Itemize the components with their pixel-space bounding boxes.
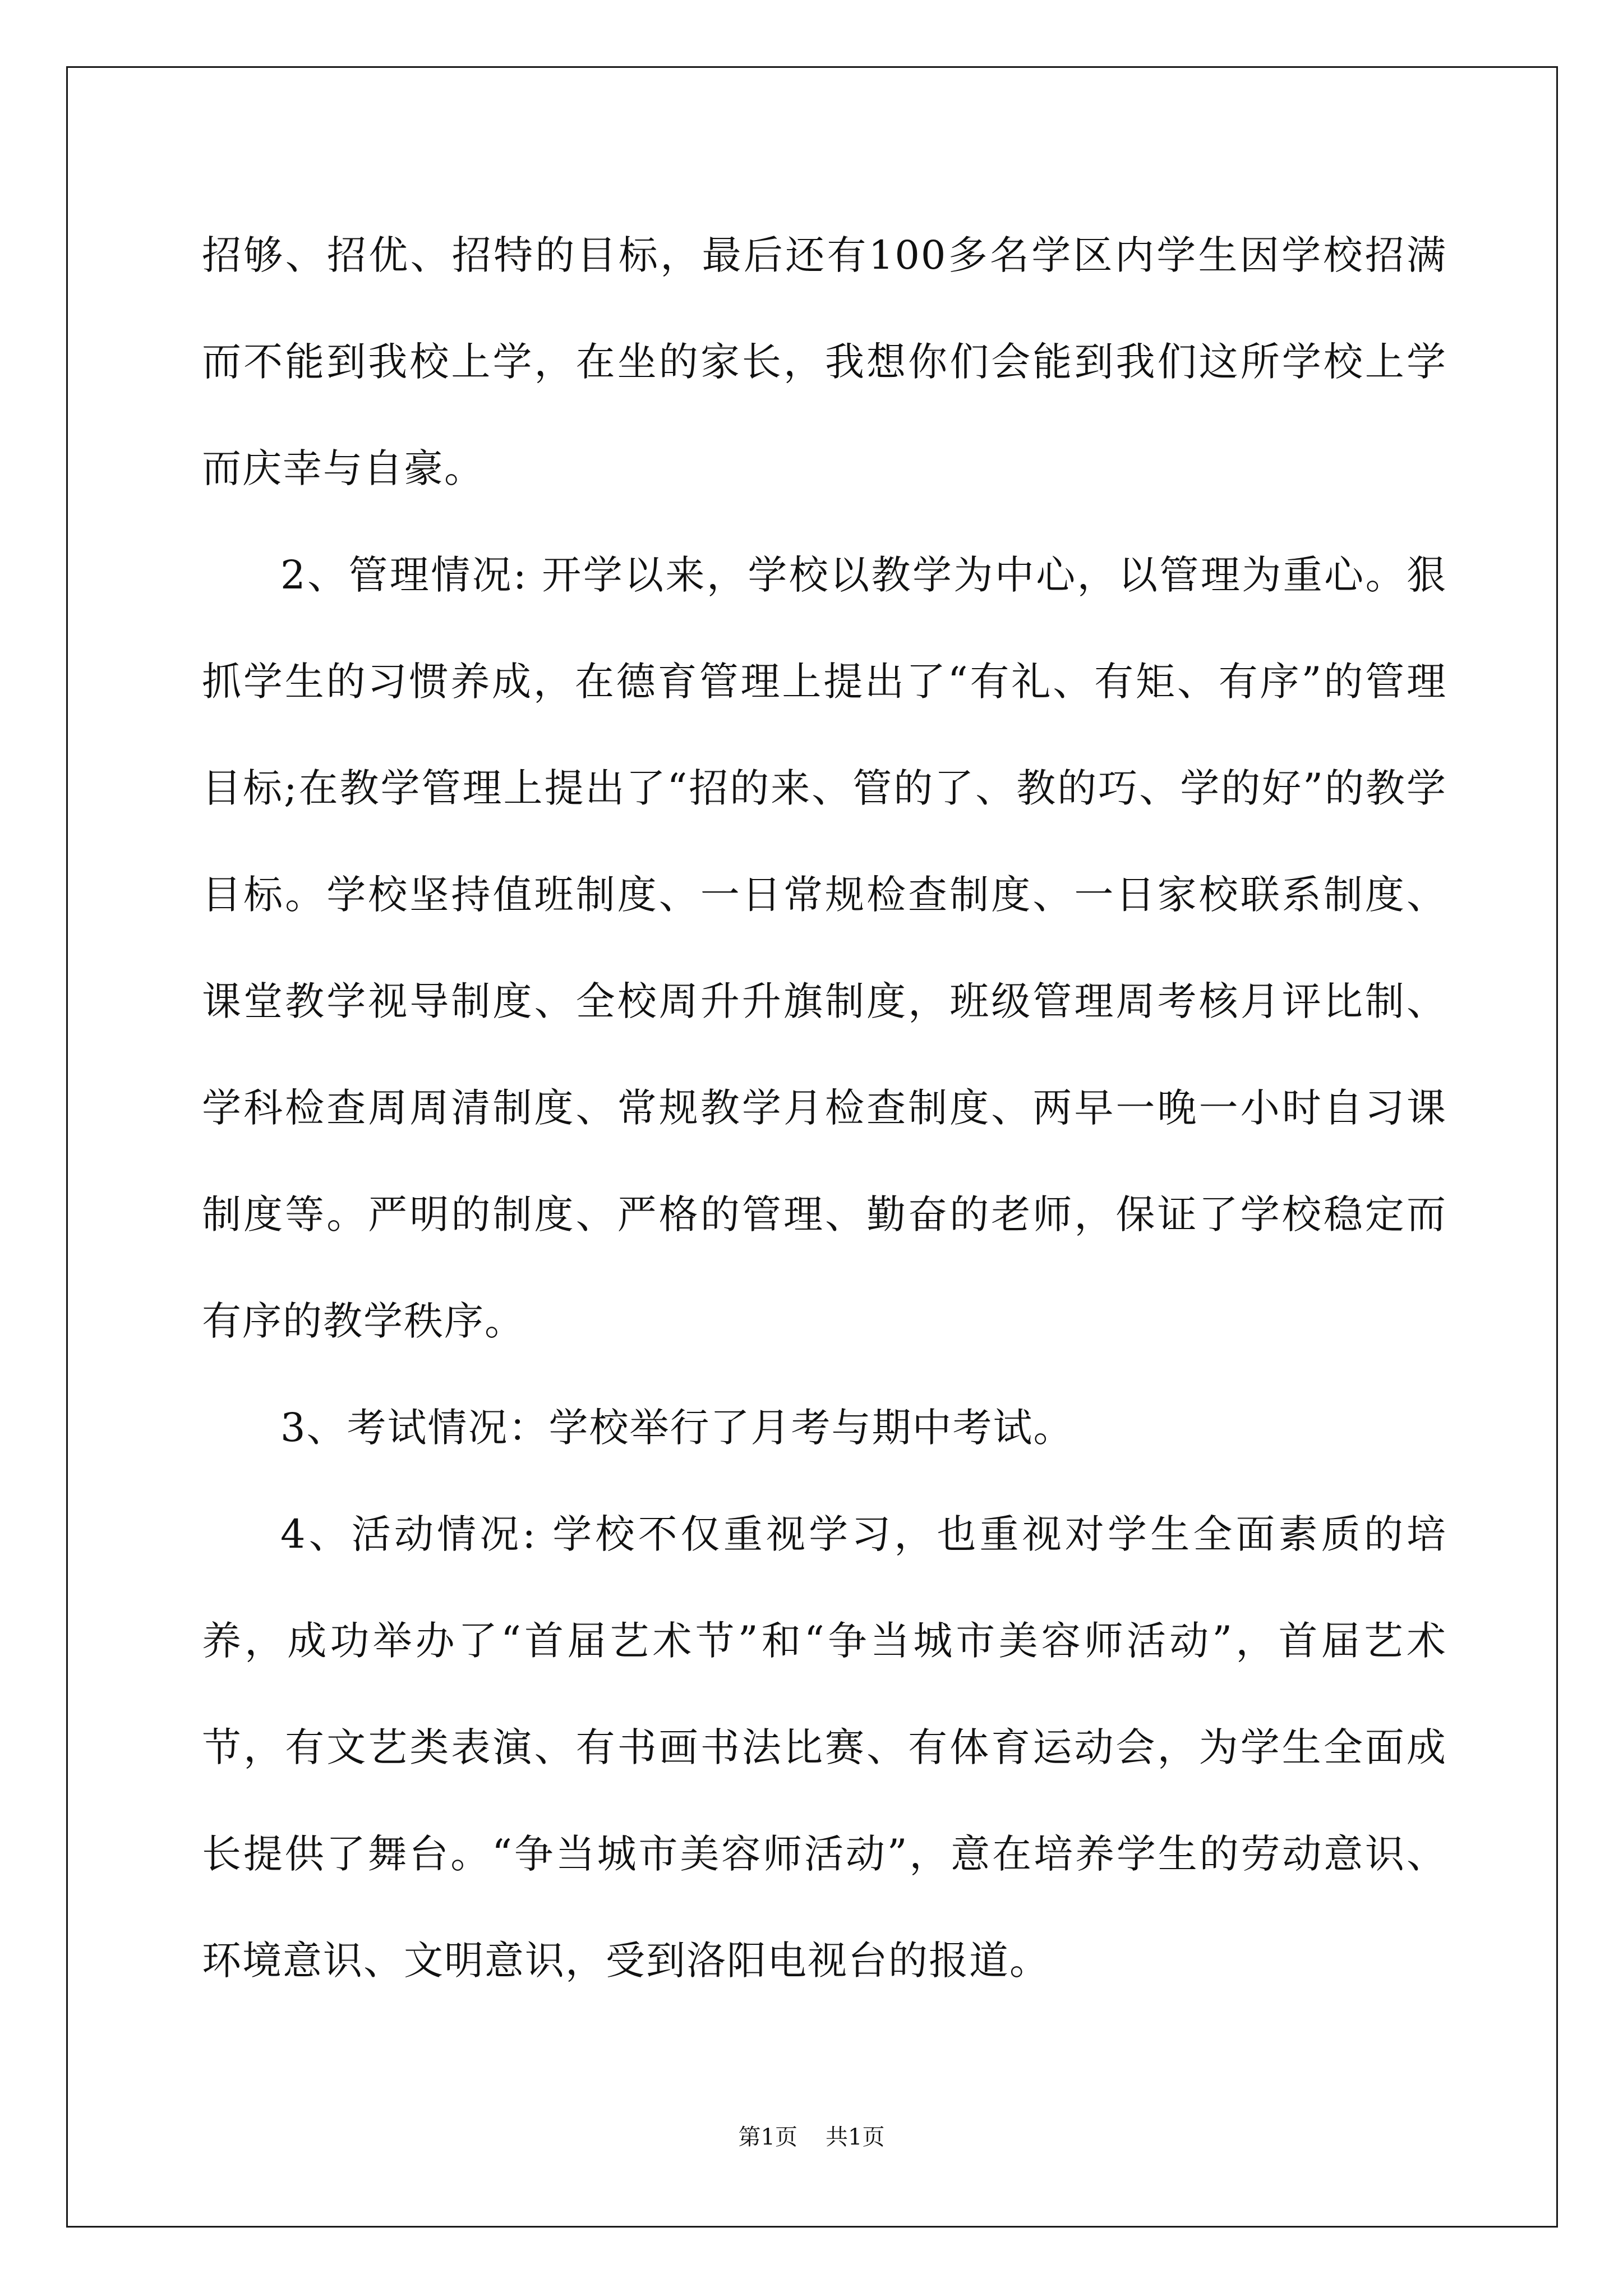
document-body (202, 202, 1447, 2014)
page-footer (0, 2120, 1623, 2154)
paragraph-exams: 3、考试情况：学校举行了月考与期中考试。 (280, 1405, 1074, 1451)
paragraph-activities: 4、活动情况: 学校不仅重视学习，也重视对学生全面素质的培养，成功举办了“首届艺术节”和“争当城市美容师活动”，首届艺术节，有文艺类表演、有书画书法比赛、有体育运动会，为学生全面成长提供了舞台。“争当城市美容师活动”，意在培养学生的劳动意识、环境意识、文明意识，受到洛阳电视台的报道。 (202, 1511, 1447, 1984)
page-number-current: 第1页 (738, 2124, 797, 2150)
page-number-total: 共1页 (826, 2124, 885, 2150)
paragraph-management: 2、管理情况: 开学以来，学校以教学为中心，以管理为重心。狠抓学生的习惯养成，在德育管理上提出了“有礼、有矩、有序”的管理目标;在教学管理上提出了“招的来、管的了、教的巧、学的好”的教学目标。学校坚持值班制度、一日常规检查制度、一日家校联系制度、课堂教学视导制度、全校周升升旗制度，班级管理周考核月评比制、学科检查周周清制度、常规教学月检查制度、两早一晚一小时自习课制度等。严明的制度、严格的管理、勤奋的老师，保证了学校稳定而有序的教学秩序。 (202, 552, 1447, 1344)
paragraph-continuation: 招够、招优、招特的目标，最后还有100多名学区内学生因学校招满而不能到我校上学，在坐的家长，我想你们会能到我们这所学校上学而庆幸与自豪。 (202, 232, 1447, 491)
